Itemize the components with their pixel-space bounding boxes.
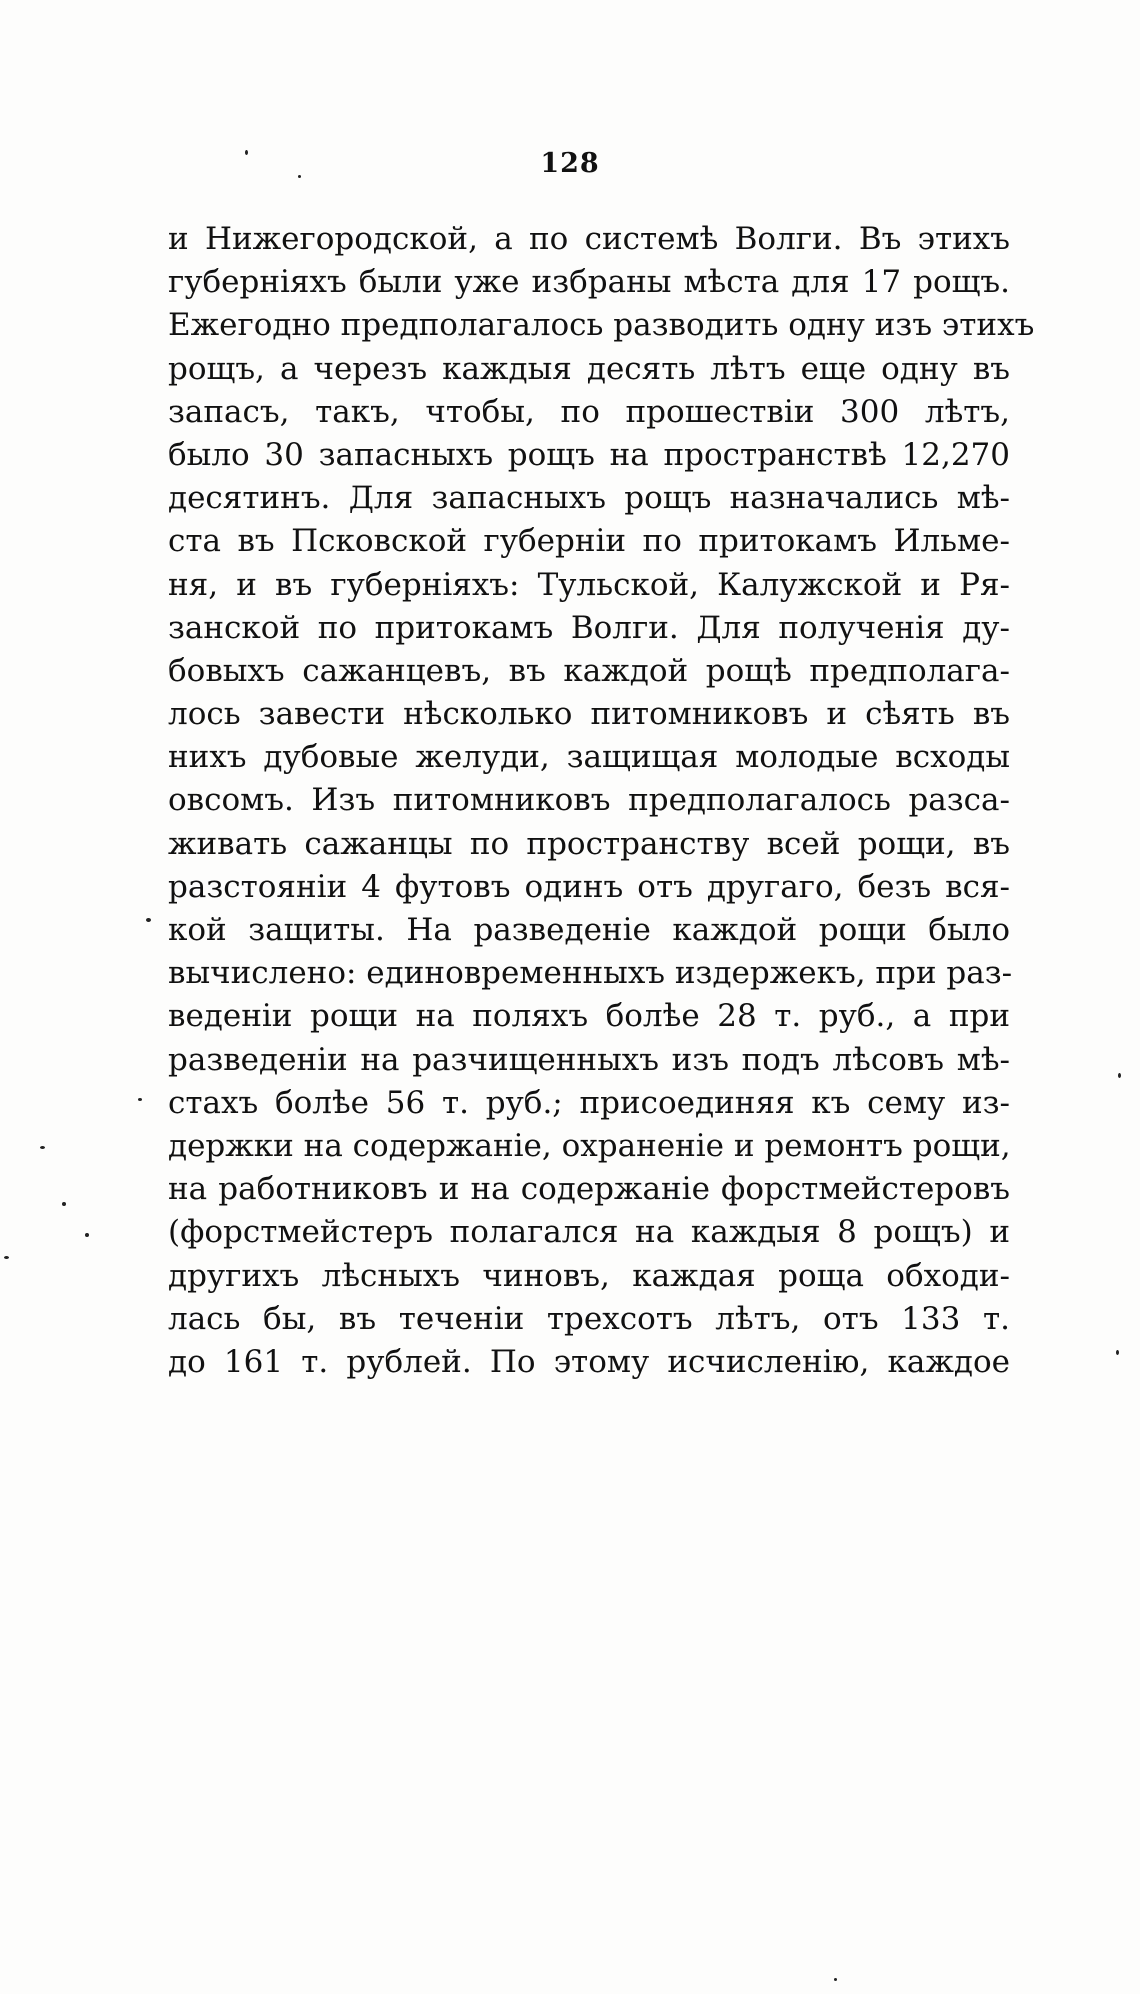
text-line: вычислено: единовременныхъ издержекъ, при раз- <box>168 955 1013 992</box>
text-line: занской по притокамъ Волги. Для полученія ду- <box>168 609 1010 646</box>
text-line: ста въ Псковской губерніи по притокамъ Ильме- <box>168 523 1010 560</box>
scan-speck <box>298 175 301 178</box>
scan-speck <box>1118 1073 1121 1078</box>
text-line: десятинъ. Для запасныхъ рощъ назначались мѣ- <box>168 480 1010 517</box>
text-line: лось завести нѣсколько питомниковъ и сѣять въ <box>168 696 1010 733</box>
text-line: лась бы, въ теченіи трехсотъ лѣтъ, отъ 133 т. <box>168 1300 1010 1337</box>
scan-speck <box>40 1146 45 1149</box>
scan-speck <box>834 1978 837 1981</box>
text-line: и Нижегородской, а по системѣ Волги. Въ этихъ <box>168 221 1010 257</box>
scan-speck <box>146 918 151 922</box>
text-line: бовыхъ сажанцевъ, въ каждой рощѣ предполага- <box>168 652 1010 689</box>
text-line: губерніяхъ были уже избраны мѣста для 17 рощъ. <box>168 264 1010 301</box>
text-line: овсомъ. Изъ питомниковъ предполагалось разса- <box>168 782 1010 819</box>
page-number: 128 <box>540 148 600 179</box>
text-line: рощъ, а черезъ каждыя десять лѣтъ еще одну въ <box>168 350 1010 387</box>
body-text <box>168 218 1035 1384</box>
scan-speck <box>85 1233 89 1237</box>
text-line: (форстмейстеръ полагался на каждыя 8 рощъ) и <box>168 1214 1010 1251</box>
text-line: живать сажанцы по пространству всей рощи, въ <box>168 825 1010 862</box>
text-line: кой защиты. На разведеніе каждой рощи было <box>168 912 1010 948</box>
scan-speck <box>62 1202 66 1206</box>
text-line: ня, и въ губерніяхъ: Тульской, Калужской и Ря- <box>168 566 1010 603</box>
text-line: другихъ лѣсныхъ чиновъ, каждая роща обходи- <box>168 1257 1010 1294</box>
text-line: разведеніи на разчищенныхъ изъ подъ лѣсовъ мѣ- <box>168 1041 1010 1078</box>
text-line: разстояніи 4 футовъ одинъ отъ другаго, безъ вся- <box>168 868 1010 905</box>
text-line: до 161 т. рублей. По этому исчисленію, каждое <box>168 1343 1010 1380</box>
text-line: держки на содержаніе, охраненіе и ремонтъ рощи, <box>168 1127 1011 1164</box>
scan-speck <box>245 150 248 155</box>
scan-speck <box>138 1098 142 1101</box>
text-line: запасъ, такъ, чтобы, по прошествіи 300 лѣтъ, <box>168 393 1010 430</box>
scan-speck <box>4 1256 9 1259</box>
text-line: было 30 запасныхъ рощъ на пространствѣ 12,270 <box>168 436 1010 473</box>
text-line: веденіи рощи на поляхъ болѣе 28 т. руб., а при <box>168 998 1010 1035</box>
text-line: стахъ болѣе 56 т. руб.; присоединяя къ сему из- <box>168 1084 1010 1121</box>
text-line: на работниковъ и на содержаніе форстмейстеровъ <box>168 1171 1010 1208</box>
text-line: нихъ дубовые желуди, защищая молодые всходы <box>168 739 1010 776</box>
scan-speck <box>1116 1350 1119 1355</box>
text-line: Ежегодно предполагалось разводить одну изъ этихъ <box>168 307 1035 344</box>
